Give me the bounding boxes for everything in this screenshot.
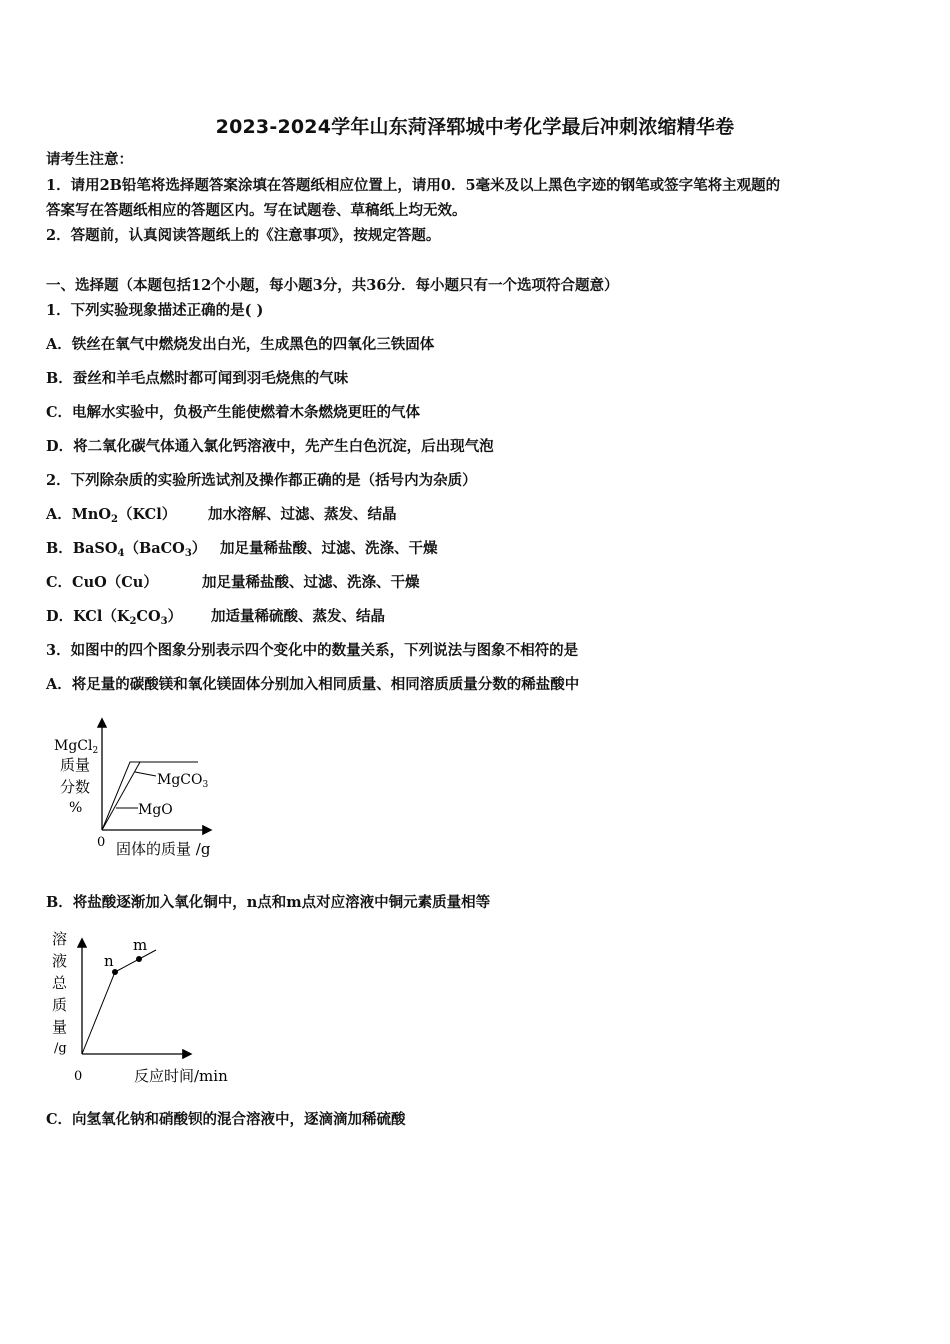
figure-a-label-mgco3: MgCO$_3$ [157, 772, 209, 790]
figure-b-point-m [136, 956, 142, 962]
q2-b-impurity: （BaCO [124, 540, 185, 557]
figure-b-y-label-4: 量 [52, 1018, 68, 1036]
figure-a-graph [50, 712, 250, 862]
figure-a-origin: 0 [97, 835, 106, 850]
q1-option-b: B．蚕丝和羊毛点燃时都可闻到羽毛烧焦的气味 [46, 370, 349, 387]
q2-d-subscript-2: 3 [160, 616, 168, 627]
q3-stem: 3．如图中的四个图象分别表示四个变化中的数量关系，下列说法与图象不相符的是 [46, 642, 579, 659]
notice-item-2: 2．答题前，认真阅读答题纸上的《注意事项》，按规定答题。 [46, 227, 441, 244]
figure-b-graph [46, 926, 246, 1090]
q2-b-formula: B．BaSO [46, 540, 118, 557]
figure-a-line-mgco3 [102, 762, 140, 830]
section-heading: 一、选择题（本题包括12个小题，每小题3分，共36分．每小题只有一个选项符合题意） [46, 277, 619, 294]
q1-option-c: C．电解水实验中，负极产生能使燃着木条燃烧更旺的气体 [46, 404, 421, 421]
q2-option-b [46, 539, 206, 564]
q2-d-formula: D．KCl（K [46, 608, 130, 625]
figure-b-y-label-1: 液 [52, 952, 68, 970]
q3-option-b: B．将盐酸逐渐加入氧化铜中，n点和m点对应溶液中铜元素质量相等 [46, 894, 491, 911]
q2-option-c: C．CuO（Cu） [46, 574, 158, 591]
q2-b-subscript-1: 4 [117, 548, 125, 559]
q2-a-impurity: （KCl） [117, 506, 177, 523]
notice-heading: 请考生注意： [46, 151, 133, 168]
q2-option-a [46, 505, 176, 530]
figure-b-y-label-3: 质 [52, 996, 68, 1014]
q2-d-paren: ） [167, 608, 183, 625]
q2-a-subscript: 2 [110, 514, 118, 525]
figure-a-y-label-4: % [69, 800, 83, 816]
figure-b-label-m: m [133, 936, 148, 954]
figure-b-y-label-0: 溶 [52, 930, 68, 948]
notice-item-1-line-2: 答案写在答题纸相应的答题区内。写在试题卷、草稿纸上均无效。 [46, 202, 467, 219]
q2-option-c-reagent: 加足量稀盐酸、过滤、洗涤、干燥 [202, 574, 420, 591]
q2-option-a-reagent: 加水溶解、过滤、蒸发、结晶 [208, 506, 397, 523]
q3-option-c: C．向氢氧化钠和硝酸钡的混合溶液中，逐滴滴加稀硫酸 [46, 1111, 406, 1128]
figure-b-x-label: 反应时间/min [134, 1067, 228, 1085]
q2-a-formula: A．MnO [46, 506, 111, 523]
figure-a-y-label-2: 质量 [60, 756, 91, 774]
q2-b-paren: ） [191, 540, 207, 557]
figure-b-curve [82, 950, 156, 1054]
q2-option-d-reagent: 加适量稀硫酸、蒸发、结晶 [211, 608, 385, 625]
q2-b-subscript-2: 3 [184, 548, 192, 559]
q2-option-b-reagent: 加足量稀盐酸、过滤、洗涤、干燥 [220, 540, 438, 557]
figure-b-label-n: n [104, 952, 114, 970]
page-title: 2023-2024学年山东菏泽郓城中考化学最后冲刺浓缩精华卷 [215, 116, 735, 138]
q2-d-impurity: CO [136, 608, 161, 625]
figure-a-mgco3-pointer [135, 772, 156, 776]
figure-a-y-label-3: 分数 [60, 778, 91, 796]
figure-b-y-label-5: /g [54, 1041, 67, 1056]
figure-a-y-label-1: MgCl$_2$ [54, 738, 99, 756]
notice-item-1-line-1: 1．请用2B铅笔将选择题答案涂填在答题纸相应位置上，请用0．5毫米及以上黑色字迹的钢笔或签字笔将主观题的 [46, 177, 781, 194]
figure-b-y-label-2: 总 [52, 974, 68, 992]
q1-option-a: A．铁丝在氧气中燃烧发出白光，生成黑色的四氧化三铁固体 [46, 336, 435, 353]
figure-a-label-mgo: MgO [138, 802, 173, 818]
q3-option-a: A．将足量的碳酸镁和氧化镁固体分别加入相同质量、相同溶质质量分数的稀盐酸中 [46, 676, 580, 693]
q2-d-subscript-1: 2 [129, 616, 137, 627]
figure-b-origin: 0 [74, 1069, 83, 1084]
q2-option-d [46, 607, 182, 632]
figure-a-x-label: 固体的质量 /g [116, 840, 211, 858]
q1-option-d: D．将二氧化碳气体通入氯化钙溶液中，先产生白色沉淀，后出现气泡 [46, 438, 494, 455]
q2-stem: 2．下列除杂质的实验所选试剂及操作都正确的是（括号内为杂质） [46, 472, 477, 489]
q1-stem: 1．下列实验现象描述正确的是( ) [46, 302, 264, 319]
